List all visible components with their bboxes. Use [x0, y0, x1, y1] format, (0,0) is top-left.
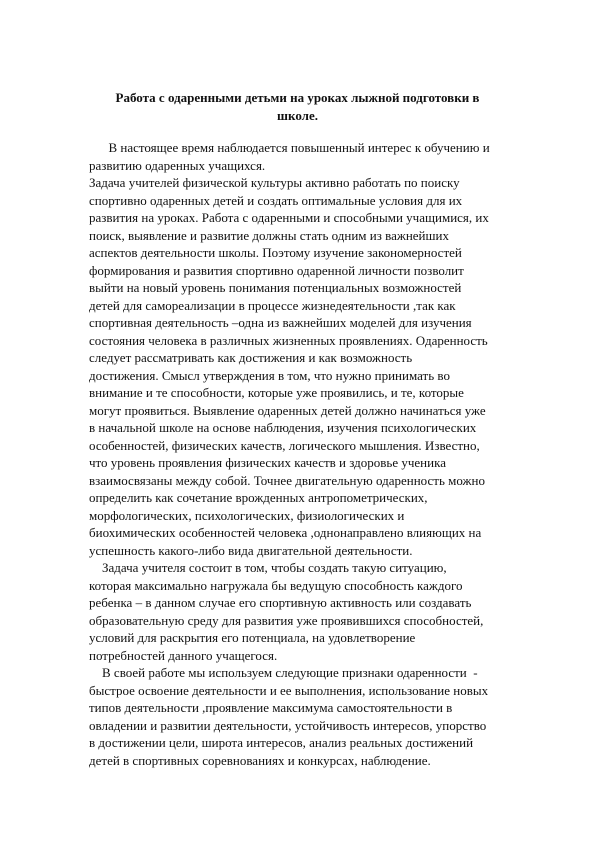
body-line: что уровень проявления физических качеств и здоровье ученика [89, 455, 446, 470]
body-line: быстрое освоение деятельности и ее выполнения, использование новых [89, 682, 489, 698]
document-body [89, 139, 519, 769]
body-line: потребностей данного учащегося. [89, 647, 278, 663]
body-line: определить как сочетание врожденных антропометрических, [89, 490, 428, 505]
body-line: следует рассматривать как достижения и как возможность [89, 350, 413, 365]
title-line: Работа с одаренными детьми на уроках лыжной подготовки в [115, 90, 480, 105]
body-line: морфологических, психологических, физиологических и [89, 507, 405, 523]
body-line: могут проявиться. Выявление одаренных детей должно начинаться уже [89, 402, 486, 418]
body-line: образовательную среду для развития уже проявившихся способностей, [89, 612, 484, 628]
body-line: ребенка – в данном случае его спортивную активность или создавать [89, 595, 472, 610]
body-line: развития на уроках. Работа с одаренными и способными учащимися, их [89, 210, 489, 225]
body-line: успешность какого-либо вида двигательной деятельности. [89, 542, 413, 558]
body-line: В настоящее время наблюдается повышенный интерес к обучению и [89, 140, 490, 155]
body-line: состояния человека в различных жизненных проявлениях. Одаренность [89, 332, 488, 348]
body-line: взаимосвязаны между собой. Точнее двигательную одаренность можно [89, 472, 485, 488]
body-line: поиск, выявление и развитие должны стать одним из важнейших [89, 227, 449, 243]
body-line: формирования и развития спортивно одаренной личности позволит [89, 262, 464, 278]
body-line: особенностей, физических качеств, логического мышления. Известно, [89, 437, 480, 453]
body-line: В своей работе мы используем следующие признаки одаренности - [89, 665, 478, 680]
body-line: которая максимально нагружала бы ведущую способность каждого [89, 577, 463, 593]
body-line: Задача учителя состоит в том, чтобы создать такую ситуацию, [89, 560, 447, 575]
title-line: школе. [277, 107, 318, 123]
body-line: детей в спортивных соревнованиях и конкурсах, наблюдение. [89, 752, 431, 768]
body-line: условий для раскрытия его потенциала, на удовлетворение [89, 630, 416, 645]
body-line: детей для самореализации в процессе жизнедеятельности ,так как [89, 297, 456, 313]
body-line: овладении и развитии деятельности, устойчивость интересов, упорство [89, 717, 487, 733]
body-line: аспектов деятельности школы. Поэтому изучение закономерностей [89, 245, 462, 260]
document-title [90, 89, 505, 124]
body-line: внимание и те способности, которые уже проявились, и те, которые [89, 385, 464, 400]
body-line: биохимических особенностей человека ,однонаправлено влияющих на [89, 525, 482, 540]
body-line: спортивно одаренных детей и создать оптимальные условия для их [89, 192, 463, 208]
body-line: Задача учителей физической культуры активно работать по поиску [89, 175, 460, 190]
body-line: типов деятельности ,проявление максимума самостоятельности в [89, 700, 453, 715]
body-line: в достижении цели, широта интересов, анализ реальных достижений [89, 735, 474, 750]
body-line: достижения. Смысл утверждения в том, что нужно принимать во [89, 367, 450, 383]
body-line: развитию одаренных учащихся. [89, 157, 266, 173]
body-line: выйти на новый уровень понимания потенциальных возможностей [89, 280, 462, 295]
body-line: спортивная деятельность –одна из важнейших моделей для изучения [89, 315, 472, 330]
body-line: в начальной школе на основе наблюдения, изучения психологических [89, 420, 477, 435]
